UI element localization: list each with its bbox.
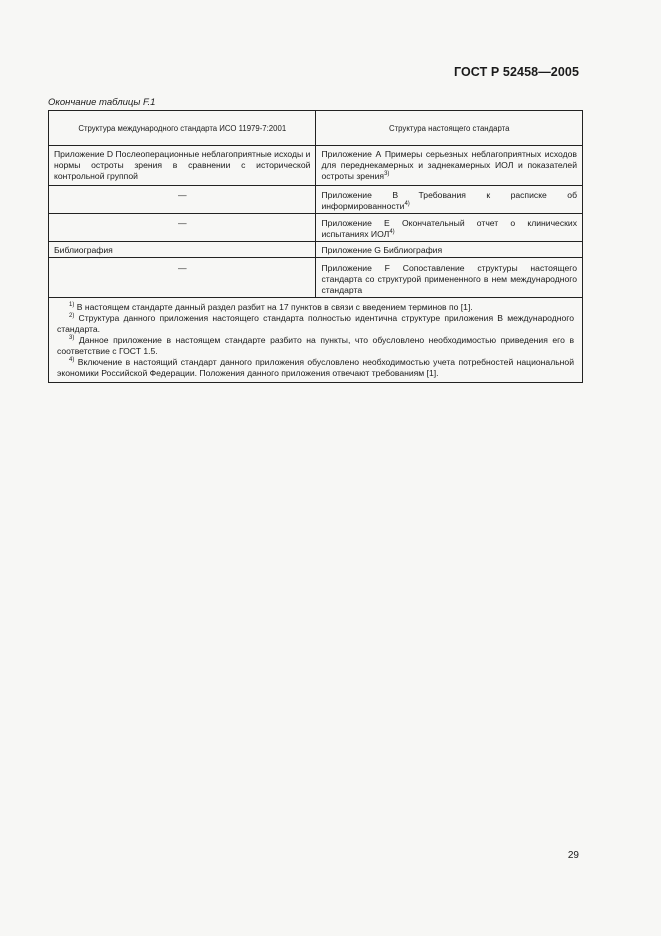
cell-national: Приложение G Библиография bbox=[316, 242, 583, 258]
footnote: $^{3)}$ Данное приложение в настоящем стандарте разбито на пункты, что обусловлено необходимостью приведения его в соответствие с ГОСТ 1.5. bbox=[57, 335, 575, 356]
cell-national: Приложение В Требования к расписке об информированности$^{4)}$ bbox=[316, 186, 583, 214]
table-row bbox=[49, 214, 583, 242]
table-row bbox=[49, 242, 583, 258]
cell-international: — bbox=[49, 214, 316, 242]
footnote-ref: 3) bbox=[384, 171, 390, 178]
footnote: $^{4)}$ Включение в настоящий стандарт данного приложения обусловлено необходимостью учета потребностей национальной экономики Российской Федерации. Положения данного приложения отвечают требованиям [1]. bbox=[57, 357, 575, 378]
table-footnotes-row bbox=[49, 298, 583, 383]
table-row bbox=[49, 186, 583, 214]
footnote: $^{1)}$ В настоящем стандарте данный раздел разбит на 17 пунктов в связи с введением терминов по [1]. bbox=[69, 302, 473, 312]
footnote-ref: 4) bbox=[389, 229, 395, 236]
column-header-international: Структура международного стандарта ИСО 11979-7:2001 bbox=[49, 111, 316, 146]
structure-comparison-table bbox=[48, 110, 583, 383]
footnotes-cell bbox=[49, 298, 583, 383]
standard-header: ГОСТ Р 52458—2005 bbox=[453, 65, 579, 79]
footnote-ref: 4) bbox=[404, 201, 410, 208]
footnote: $^{2)}$ Структура данного приложения настоящего стандарта полностью идентична структуре приложения В международного стандарта. bbox=[57, 313, 575, 334]
column-header-national: Структура настоящего стандарта bbox=[316, 111, 583, 146]
table-row bbox=[49, 258, 583, 298]
cell-national: Приложение Е Окончательный отчет о клинических испытаниях ИОЛ$^{4)}$ bbox=[316, 214, 583, 242]
cell-international: — bbox=[49, 186, 316, 214]
cell-international: Приложение D Послеоперационные неблагоприятные исходы и нормы остроты зрения в сравнении с исторической контрольной группой bbox=[49, 146, 316, 186]
cell-national: Приложение F Сопоставление структуры настоящего стандарта со структурой примененного в нем международного стандарта bbox=[316, 258, 583, 298]
table-caption: Окончание таблицы F.1 bbox=[48, 97, 156, 108]
cell-international: — bbox=[49, 258, 316, 298]
cell-international: Библиография bbox=[49, 242, 316, 258]
table-row bbox=[49, 146, 583, 186]
cell-national: Приложение А Примеры серьезных неблагоприятных исходов для переднекамерных и заднекамерных ИОЛ и показателей остроты зрения$^{3)}$ bbox=[316, 146, 583, 186]
table-header-row bbox=[49, 111, 583, 146]
page-number: 29 bbox=[567, 850, 579, 861]
